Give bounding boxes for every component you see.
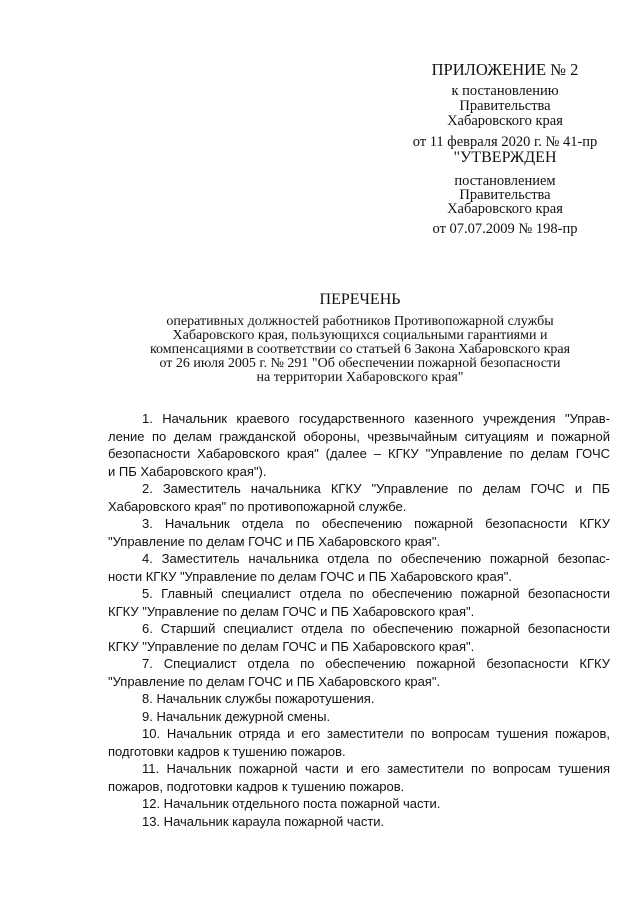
list-item	[108, 760, 610, 795]
list-item-line: 5. Главный специалист отдела по обеспечению пожарной безопасности	[142, 586, 610, 601]
appendix-line: к постановлению	[451, 83, 559, 99]
approved-date: от 07.07.2009 № 198-пр	[432, 221, 578, 237]
list-item	[108, 550, 610, 585]
approved-line: постановлением	[454, 173, 556, 189]
list-item-line: ление по делам гражданской обороны, чрезвычайным ситуациям и пожарной	[108, 428, 610, 444]
list-item	[108, 708, 610, 726]
list-item	[108, 795, 610, 813]
approved-line: Хабаровского края	[447, 201, 563, 217]
list-item	[108, 655, 610, 690]
position-list	[108, 410, 610, 830]
list-item-line: 1. Начальник краевого государственного казенного учреждения "Управ-	[142, 411, 610, 426]
list-item-line: 8. Начальник службы пожаротушения.	[142, 691, 375, 706]
list-item	[108, 690, 610, 708]
approved-title: "УТВЕРЖДЕН	[453, 149, 557, 166]
list-item-line: подготовки кадров к тушению пожаров.	[108, 743, 346, 759]
subtitle-line: на территории Хабаровского края"	[256, 370, 464, 385]
list-item-line: 9. Начальник дежурной смены.	[142, 708, 331, 724]
list-item-line: 2. Заместитель начальника КГКУ "Управление по делам ГОЧС и ПБ	[142, 481, 610, 496]
list-item-line: "Управление по делам ГОЧС и ПБ Хабаровского края".	[108, 673, 441, 689]
list-item-line: и ПБ Хабаровского края").	[108, 463, 267, 479]
appendix-line: Правительства	[459, 98, 551, 114]
list-item-line: безопасности Хабаровского края" (далее – КГКУ "Управление по делам ГОЧС	[108, 446, 610, 461]
list-item	[108, 480, 610, 515]
list-item	[108, 585, 610, 620]
list-item-line: "Управление по делам ГОЧС и ПБ Хабаровского края".	[108, 533, 441, 549]
list-item-line: 4. Заместитель начальника отдела по обеспечению пожарной безопас-	[142, 551, 610, 566]
document-title: ПЕРЕЧЕНЬ	[319, 291, 401, 308]
list-item	[108, 620, 610, 655]
appendix-header	[390, 60, 620, 150]
approved-line: Правительства	[459, 187, 551, 203]
subtitle-line: Хабаровского края, пользующихся социальными гарантиями и	[172, 328, 548, 343]
document-subtitle	[0, 315, 640, 385]
appendix-date: от 11 февраля 2020 г. № 41-пр	[412, 134, 598, 150]
list-item	[108, 725, 610, 760]
subtitle-line: от 26 июля 2005 г. № 291 "Об обеспечении пожарной безопасности	[159, 356, 561, 371]
list-item	[108, 515, 610, 550]
list-item	[108, 410, 610, 480]
list-item-line: 10. Начальник отряда и его заместители по вопросам тушения пожаров,	[142, 726, 610, 741]
approved-header	[405, 148, 605, 237]
list-item-line: 3. Начальник отдела по обеспечению пожарной безопасности КГКУ	[142, 516, 610, 531]
subtitle-line: оперативных должностей работников Противопожарной службы	[166, 314, 554, 329]
list-item-line: КГКУ "Управление по делам ГОЧС и ПБ Хабаровского края".	[108, 603, 475, 619]
list-item-line: ности КГКУ "Управление по делам ГОЧС и ПБ Хабаровского края".	[108, 568, 512, 584]
list-item-line: 6. Старший специалист отдела по обеспечению пожарной безопасности	[142, 621, 610, 636]
list-item-line: КГКУ "Управление по делам ГОЧС и ПБ Хабаровского края".	[108, 638, 475, 654]
list-item-line: 7. Специалист отдела по обеспечению пожарной безопасности КГКУ	[142, 656, 610, 671]
subtitle-line: компенсациями в соответствии со статьей 6 Закона Хабаровского края	[149, 342, 571, 357]
list-item-line: Хабаровского края" по противопожарной службе.	[108, 498, 407, 514]
list-item-line: 13. Начальник караула пожарной части.	[142, 813, 385, 829]
list-item-line: пожаров, подготовки кадров к тушению пожаров.	[108, 778, 405, 794]
appendix-line: Хабаровского края	[447, 113, 563, 129]
list-item	[108, 813, 610, 831]
list-item-line: 11. Начальник пожарной части и его заместители по вопросам тушения	[142, 761, 610, 776]
appendix-title: ПРИЛОЖЕНИЕ № 2	[431, 60, 579, 79]
list-item-line: 12. Начальник отдельного поста пожарной части.	[142, 796, 441, 811]
